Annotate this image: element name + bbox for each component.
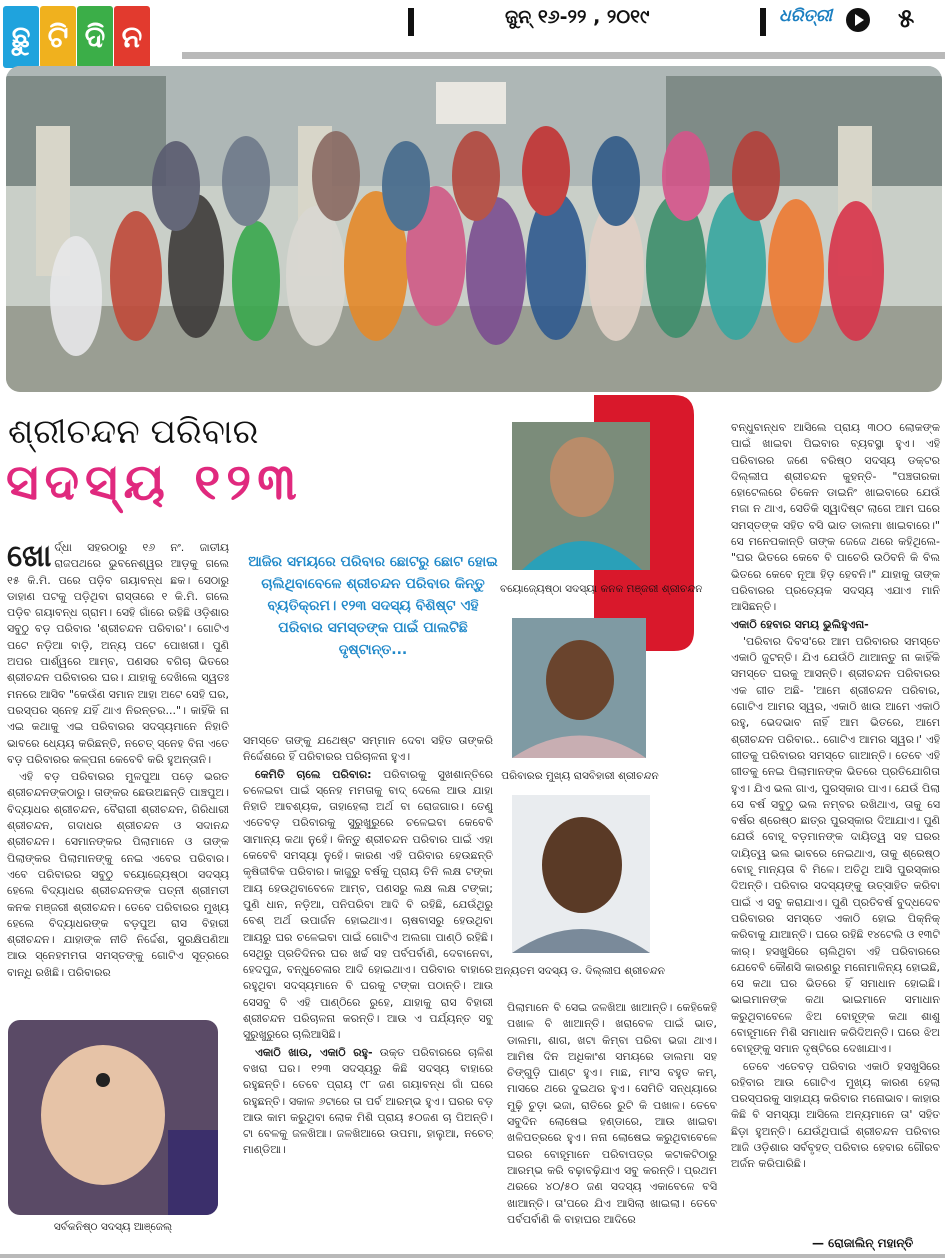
- header-divider: [408, 8, 414, 36]
- article-paragraph: ବନ୍ଧୁବାନ୍ଧବ ଆସିଲେ ପ୍ରାୟ ୩୦୦ ଲୋକଙ୍କ ପାଇଁ ଖାଇବା ପିଇବାର ବ୍ୟବସ୍ଥା ହୁଏ। ଏହି ପରିବାରର ଜଣେ ବରିଷ୍ଠ ସଦସ୍ୟ ଡକ୍ଟର ଦିଲ୍ଲୀପ ଶ୍ରୀଚନ୍ଦନ କୁହନ୍ତି- "ପଞ୍ଚତାରକା ହୋଟେଲରେ ଚିକେନ ଡାଇନିଂ ଖାଇବାରେ ଯେଉଁ ମଜା ନ ଥାଏ, ସେତିକି ସ୍ୱାଦିଷ୍ଟ ଲାଗେ ଆମ ଘରେ ସମସ୍ତଙ୍କ ସହିତ ବସି ଭାତ ଡାଲମା ଖାଇବାରେ।" ସେ ମନେପକାନ୍ତି ତାଙ୍କ ଜେଜେ ଥରେ କହିଥିଲେ- "ଘର ଭିତରେ କେବେ ବି ପାଚେରି ଉଠିବନି କି ବିଲ ଭିତରେ କେବେ ନୂଆ ହିଡ଼ ହେବନି।" ଯାହାକୁ ତାଙ୍କ ପରିବାରର ପ୍ରତ୍ୟେକ ସଦସ୍ୟ ଏଯାଏ ମାନି ଆସିଛନ୍ତି।: [731, 421, 940, 614]
- article-column-2: [243, 733, 493, 1255]
- paragraph-text: ପରିବାରକୁ ସୁଖଶାନ୍ତିରେ ଚଳେଇବା ପାଇଁ ସ୍ନେହ ମମତାକୁ ବାଦ୍ ଦେଲେ ଆଉ ଯାହା ନିହାତି ଆବଶ୍ୟକ, ତାହାହେଲା ଅର୍ଥ ବା ରୋଜଗାର। ତେଣୁ ଏତେବଡ଼ ପରିବାରକୁ ସୁରୁଖୁରୁରେ ଚଳେଇବା କେବେବି ସାମାନ୍ୟ କଥା ନୁହେଁ। କିନ୍ତୁ ଶ୍ରୀଚନ୍ଦନ ପରିବାର ପାଇଁ ଏହା କେବେବି ସମସ୍ୟା ନୁହେଁ। କାରଣ ଏହି ପରିବାର ହେଉଛନ୍ତି କୃଷିଜୀବିକ ପରିବାର। କାଜୁରୁ ବର୍ଷକୁ ପ୍ରାୟ ତିନି ଲକ୍ଷ ଟଙ୍କା ଆୟ ହେଉଥିବାବେଳେ ଆମ୍ବ, ପଣସରୁ ଲକ୍ଷ ଲକ୍ଷ ଟଙ୍କା; ପୁଣି ଧାନ, ନଡ଼ିଆ, ପନିପରିବା ଆଦି ବି ରହିଛି, ଯେଉଁଥିରୁ ବେଶ୍ ଅର୍ଥ ଉପାର୍ଜନ ହୋଇଥାଏ। ଚାଷବାସରୁ ହେଉଥିବା ଆୟରୁ ଘର ଚଳେଇବା ପାଇଁ ଗୋଟିଏ ଅଲଗା ପାଣ୍ଠି ରହିଛି। ସେଥିରୁ ପ୍ରତିଦିନର ଘର ଖର୍ଚ୍ଚ ସହ ପର୍ବପର୍ବାଣି, ଦେବାନେବା, ହେଦପୁଜ, ବନ୍ଧୁଚେଳାର ଆଦି ହୋଇଥାଏ। ପରିବାର ବାହାରେ ରହୁଥିବା ସଦସ୍ୟମାନେ ବି ଘରକୁ ଟଙ୍କା ପଠାନ୍ତି। ଆଉ ସେସବୁ ବି ଏହି ପାଣ୍ଠିରେ ରୁହେ, ଯାହାକୁ ରାସ ବିହାରୀ ଶ୍ରୀଚନ୍ଦନ ପରିଚାଳନା କରନ୍ତି। ଆଉ ଏ ପର୍ଯ୍ୟନ୍ତ ସବୁ ସୁରୁଖୁରୁରେ ଚାଲିଆସିଛି।: [243, 767, 493, 1042]
- section-letter: ନ: [121, 19, 143, 55]
- header-divider: [760, 8, 766, 36]
- article-paragraph: [243, 733, 493, 766]
- section-tile-3: [77, 6, 113, 68]
- subhead: ଏକାଠି ହେବାର ସମୟ ଭୁଲିହୁଏନା-: [731, 617, 869, 631]
- family-group-photo: [6, 66, 942, 392]
- header-rule: [182, 52, 945, 59]
- article-paragraph: [243, 767, 493, 1044]
- headline-line2: ସଦସ୍ୟ ୧୨୩: [6, 453, 303, 511]
- subhead: ଏକାଠି ଖାଉ, ଏକାଠି ରହୁ-: [255, 1045, 373, 1059]
- portrait-doctor-photo: [512, 795, 650, 953]
- article-paragraph: [243, 1045, 493, 1159]
- article-column-3: [507, 1000, 717, 1255]
- page-number: ୫: [898, 4, 915, 34]
- article-column-4: [731, 420, 940, 1235]
- article-paragraph: ପିଲାମାନେ ବି ସେଇ ଜଳଖିଆ ଖାଆନ୍ତି। କେହିକେହି ପଖାଳ ବି ଖାଆନ୍ତି। ଖରାବେଳ ପାଇଁ ଭାତ, ଡାଲମା, ଶାଗ, ଖଟା କିମ୍ବା ପରିବା ଭଜା ଥାଏ। ଆମିଷ ଦିନ ଅଧିକାଂଶ ସମୟରେ ଡାଲମା ସହ ଚିଙ୍ଗୁଡ଼ି ଘାଣ୍ଟ ହୁଏ। ମାଛ, ମାଂସ ବହୁତ କମ୍, ମାସରେ ଥରେ ଦୁଇଥର ହୁଏ। ସେମିତି ସନ୍ଧ୍ୟାରେ ମୁଢ଼ି ଚୁଡ଼ା ଭଜା, ରାତିରେ ରୁଟି କି ପଖାଳ। ତେବେ ସବୁଦିନ ଲୋଷେଇ ହଣ୍ଡାରେ, ଆଉ ଖାଇବା ଖଳିପତ୍ରରେ ହୁଏ। ନନା ଲୋଷେଇ କରୁଥିବାବେଳେ ଘରର ବୋହୂମାନେ ପରିବାପତ୍ର କଟାକଟିଠାରୁ ଆରମ୍ଭ କରି ବଢ଼ାବଢ଼ିଯାଏ ସବୁ କରନ୍ତି। ପ୍ରଥମ ଥରରେ ୪୦/୫୦ ଜଣ ସଦସ୍ୟ ଏକାବେଳେ ବସି ଖାଆନ୍ତି। ତା'ପରେ ଯିଏ ଆସିଲା ଖାଇଲା। ତେବେ ପର୍ବପର୍ବାଣି କି ବାହାଘର ଆଦିରେ: [507, 1001, 717, 1226]
- caption-head: ପରିବାରର ମୁଖ୍ୟ ରାସବିହାରୀ ଶ୍ରୀଚନ୍ଦନ: [501, 770, 659, 782]
- caption-child: ସର୍ବକନିଷ୍ଠ ସଦସ୍ୟ ଆଞ୍ଜେଲ୍: [53, 1221, 173, 1233]
- byline: — ରୋଜାଲିନ୍ ମହାନ୍ତି: [812, 1236, 914, 1250]
- portrait-head-photo: [512, 618, 646, 758]
- paragraph-text: ଉକ୍ତ ପରିବାରରେ ଚାଳିଶ ବଖରା ଘର। ୧୨୩ ସଦସ୍ୟରୁ କିଛି ସଦସ୍ୟ ବାହାରେ ରହୁଛନ୍ତି। ତେବେ ପ୍ରାୟ ୯୮ ଜଣ ଗୟାବନ୍ଧ ଗାଁ ଘରେ ରହୁଛନ୍ତି। ସକାଳ ୬ଟାରେ ତା ପର୍ବ ଆରମ୍ଭ ହୁଏ। ଘରର ବଡ଼ ଆଉ କାମ କରୁଥିବା ଲୋକ ମିଶି ପ୍ରାୟ ୫୦ଜଣ ଚା ପିଅନ୍ତି। ଟା ବେଳକୁ ଜଳଖିଆ। ଜଳଖିଆରେ ଉପମା, ହାଲୁଆ, ନଚେତ୍ ମାଣ୍ଡିଆ।: [243, 1045, 493, 1157]
- pull-quote: ଆଜିର ସମୟରେ ପରିବାର ଛୋଟରୁ ଛୋଟ ହୋଇ ଚାଲିଥିବାବେଳେ ଶ୍ରୀଚନ୍ଦନ ପରିବାର କିନ୍ତୁ ବ୍ୟତିକ୍ରମ। ୧୨୩ ସଦସ୍ୟ ବିଶିଷ୍ଟ ଏହି ପରିବାର ସମସ୍ତଙ୍କ ପାଇଁ ପାଲଟିଛି ଦୃଷ୍ଟାନ୍ତ...: [248, 554, 498, 658]
- child-photo: [8, 1020, 218, 1215]
- group-photo-image: [6, 66, 942, 392]
- brand-logo: ଧରିତ୍ରୀ: [779, 6, 833, 26]
- section-tile-2: [40, 6, 76, 68]
- paragraph-text: ର୍ଦ୍ଧା ସହରଠାରୁ ୧୬ ନଂ. ଜାତୀୟ ରାଜପଥରେ ଭୁବନେଶ୍ୱର ଆଡ଼କୁ ଗଲେ ୧୫ କି.ମି. ପରେ ପଡ଼ିବ ଗୟାବନ୍ଧ ଛକ। ସେଠାରୁ ଡାହାଣ ପଟକୁ ପଡ଼ିଥିବା ରାସ୍ତାରେ ୧ କି.ମି. ଗଲେ ପଡ଼ିବ ଗୟାବନ୍ଧ ଗ୍ରାମ। ସେହି ଗାଁରେ ରହିଛି ଓଡ଼ିଶାର ସବୁଠୁ ବଡ଼ ପରିବାର 'ଶ୍ରୀଚନ୍ଦନ ପରିବାର'। ଗୋଟିଏ ପଟେ ନଡ଼ିଆ ବାଡ଼ି, ଅନ୍ୟ ପଟେ ପୋଖରୀ। ପୁଣି ଅପର ପାର୍ଶ୍ୱରେ ଆମ୍ବ, ପଣସର ବଗିଚା ଭିତରେ ଶ୍ରୀଚନ୍ଦନ ପରିବାରର ଘର। ଯାହାକୁ ଦେଖିଲେ ସ୍ୱତଃ ମନରେ ଆସିବ "କେଉଁଣ ସମାନ ଆହା ଅଟେ ସେହି ଘର, ପରସ୍ପର ସ୍ନେହ ଯହିଁ ଥାଏ ନିରନ୍ତର..."। କାହିଁକି ନା ଏଇ କଥାକୁ ଏଇ ପରିବାରର ସଦସ୍ୟମାନେ ନିହାତି ଭାବରେ ଧ୍ୟେୟ କରିଛନ୍ତି, ନଚେତ୍ ସ୍ନେହ ବିନା ଏତେ ବଡ଼ ପରିବାରର କଳ୍ପନା କେବେବି କରି ହୁଅନ୍ତାନି।: [7, 541, 229, 766]
- section-tile-4: [114, 6, 150, 68]
- section-letter: ଟି: [47, 19, 69, 55]
- play-icon: [846, 8, 870, 32]
- article-paragraph: ତେବେ ଏତେବଡ଼ ପରିବାର ଏକାଠି ହସଖୁସିରେ ରହିବାର ଆଉ ଗୋଟିଏ ମୁଖ୍ୟ କାରଣ ହେଲା ପରସ୍ପରକୁ ସାହାଯ୍ୟ କରିବାର ମନୋଭାବ। କାହାର କିଛି ବି ସମସ୍ୟା ଆସିଲେ ଅନ୍ୟମାନେ ତା' ସହିତ ଛିଡ଼ା ହୁଅନ୍ତି। ଯେଉଁଥିପାଇଁ ଶ୍ରୀଚନ୍ଦନ ପରିବାର ଆଜି ଓଡ଼ିଶାର ସର୍ବବୃହତ୍ ପରିବାର ହେବାର ଗୌରବ ଅର୍ଜନ କରିପାରିଛି।: [731, 1059, 940, 1171]
- drop-cap: ଖୋ: [7, 540, 52, 574]
- article-paragraph: 'ପରିବାର ଦିବସ'ରେ ଆମ ପରିବାରର ସମସ୍ତେ ଏକାଠି ଜୁଟନ୍ତି। ଯିଏ ଯେଉଁଠି ଥାଆନ୍ତୁ ନା କାହିଁକି ସମସ୍ତେ ଘରକୁ ଆସନ୍ତି। ଶ୍ରୀଚନ୍ଦନ ପରିବାରର ଏକ ଗୀତ ଅଛି- 'ଆମେ ଶ୍ରୀଚନ୍ଦନ ପରିବାର, ଗୋଟିଏ ଆମର ସ୍ୱର, ଏକାଠି ଖାଉ ଆମେ ଏକାଠି ରହୁ, ଭେଦଭାବ ନାହିଁ ଆମ ଭିତରେ, ଆମେ ଶ୍ରୀଚନ୍ଦନ ପରିବାର.. ଗୋଟିଏ ଆମର ସ୍ୱର।' ଏହି ଗୀତକୁ ପରିବାରର ସମସ୍ତେ ଗାଆନ୍ତି। ତେବେ ଏହି ଗୀତକୁ ନେଇ ପିଲାମାନଙ୍କ ଭିତରେ ପ୍ରତିଯୋଗିତା ହୁଏ। ଯିଏ ଭଲ ଗାଏ, ପୁରସ୍କାର ପାଏ। ଯେଉଁ ପିଲା ସେ ବର୍ଷ ସବୁଠୁ ଭଲ ନମ୍ବର ରଖିଥାଏ, ତାକୁ ସେ ବର୍ଷର ଶ୍ରେଷ୍ଠ ଛାତ୍ର ପୁରସ୍କାର ଦିଆଯାଏ। ପୁଣି ଯେଉଁ ବୋହୂ ବଡ଼ମାନଙ୍କ ଦାୟିତ୍ୱ ସହ ଘରର ଦାୟିତ୍ୱ ଭଲ ଭାବରେ ନେଇଥାଏ, ତାକୁ ଶ୍ରେଷ୍ଠ ବୋହୂ ମାନ୍ୟତା ବି ମିଳେ। ଅତିଥି ଆସି ପୁରସ୍କାର ଦିଅନ୍ତି। ପରିବାର ସଦସ୍ୟଙ୍କୁ ଉତ୍ସାହିତ କରିବା ପାଇଁ ଏ ସବୁ କରାଯାଏ। ପୁଣି ପ୍ରତିବର୍ଷ ବୁଦ୍ଧଦେବ ପରିବାରର ସମସ୍ତେ ଏକାଠି ହୋଇ ପିକ୍ନିକ୍ କରିବାକୁ ଯାଆନ୍ତି। ଘରେ ରହିଛି ୧୪ଟେଲି ଓ ୧୩ଟି କାର୍। ହସଖୁସିରେ ଚାଲିଥିବା ଏହି ପରିବାରରେ ଯେବେବି କୌଣସି କାରଣରୁ ମନୋମାଳିନ୍ୟ ହୋଇଛି, ସେ କଥା ଘର ଭିତରେ ହିଁ ସମାଧାନ ହୋଇଛି। ଭାଇମାନଙ୍କ କଥା ଭାଇମାନେ ସମାଧାନ କରୁଥିବାବେଳେ ଝିଅ ବୋହୂଙ୍କ କଥା ଶାଶୁ ବୋହୂମାନେ ମିଶି ସମାଧାନ କରିଦିଅନ୍ତି। ଘରେ ଝିଅ ବୋହୂଙ୍କୁ ସମାନ ଦୃଷ୍ଟିରେ ଦେଖାଯାଏ।: [731, 634, 940, 1056]
- section-letter: ଛୁ: [11, 19, 31, 55]
- section-tile-1: [3, 6, 39, 68]
- section-letter: ଦି: [84, 19, 106, 55]
- caption-doctor: ଅନ୍ୟତମ ସଦସ୍ୟ ଡ. ଦିଲ୍ଲୀପ ଶ୍ରୀଚନ୍ଦନ: [495, 965, 665, 977]
- bottom-rule: [0, 1254, 945, 1258]
- portrait-elder-photo: [512, 422, 650, 570]
- subhead: କେମିତି ଚାଲେ ପରିବାର:: [255, 767, 372, 781]
- article-lede: [7, 540, 229, 768]
- headline-line1: ଶ୍ରୀଚନ୍ଦନ ପରିବାର: [8, 412, 259, 452]
- paragraph-text: ସମସ୍ତେ ତାଙ୍କୁ ଯଥେଷ୍ଟ ସମ୍ମାନ ଦେବା ସହିତ ତାଙ୍କରି ନିର୍ଦ୍ଦେଶରେ ହିଁ ପରିବାରର ପରିଚାଳନା ହୁଏ।: [243, 734, 493, 764]
- article-paragraph: ଏହି ବଡ଼ ପରିବାରର ମୁଳପୁଆ ପଡ଼େ ଭରତ ଶ୍ରୀଚନ୍ଦନଙ୍କଠାରୁ। ତାଙ୍କର ଛେଉଅଛନ୍ତି ପାଞ୍ଚପୁଅ। ବିଦ୍ୟାଧର ଶ୍ରୀଚନ୍ଦନ, ବୈରାଗୀ ଶ୍ରୀଚନ୍ଦନ, ଗିରିଧାରୀ ଶ୍ରୀଚନ୍ଦନ, ଗଦାଧର ଶ୍ରୀଚନ୍ଦନ ଓ ସଦାନନ୍ଦ ଶ୍ରୀଚନ୍ଦନ। ସେମାନଙ୍କର ପିଲାମାନେ ଓ ତାଙ୍କ ପିଲାଙ୍କର ପିଲାମାନଙ୍କୁ ନେଇ ଏବେର ପରିବାର। ଏବେ ପରିବାରର ସବୁଠୁ ବୟୋଜ୍ୟେଷ୍ଠା ସଦସ୍ୟ ହେଲେ ବିଦ୍ୟାଧର ଶ୍ରୀଚନ୍ଦନଙ୍କ ପତ୍ନୀ ଶ୍ରୀମତୀ କନକ ମଞ୍ଜରୀ ଶ୍ରୀଚନ୍ଦନ। ତେବେ ପରିବାରର ମୁଖ୍ୟ ହେଲେ ବିଦ୍ୟାଧରଙ୍କ ବଡ଼ପୁଅ ରାସ ବିହାରୀ ଶ୍ରୀଚନ୍ଦନ। ଯାହାଙ୍କ ନୀତି ନିର୍ଦ୍ଦେଶ, ସୁରକ୍ଷିପଣିଆ ଆଉ ସ୍ନେହମମତା ସମସ୍ତଙ୍କୁ ଗୋଟିଏ ସୂତ୍ରରେ ବାନ୍ଧି ରଖିଛି। ପରିବାରର: [7, 770, 229, 979]
- caption-elder: ବୟୋଜ୍ୟେଷ୍ଠା ସଦସ୍ୟା କନକ ମଞ୍ଜରୀ ଶ୍ରୀଚନ୍ଦନ: [500, 583, 703, 595]
- issue-date: ଜୁନ୍ ୧୬-୨୨ , ୨୦୧୯: [505, 6, 650, 28]
- article-column-1: [7, 540, 229, 1014]
